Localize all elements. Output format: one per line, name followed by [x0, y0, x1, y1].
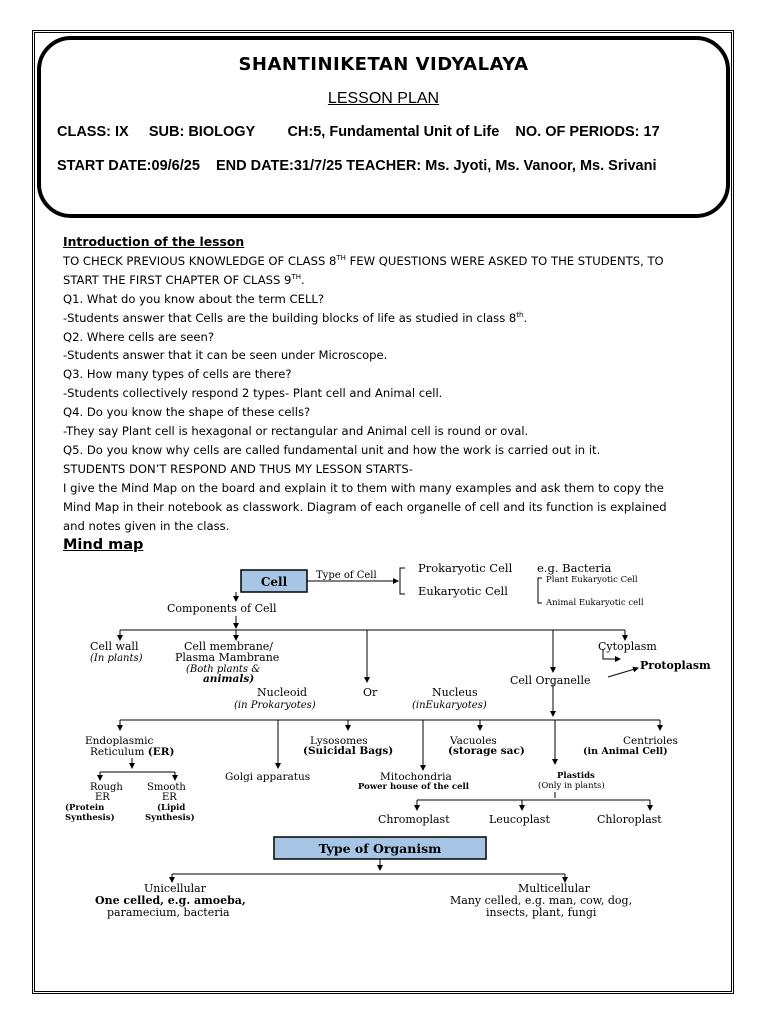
- subject-label: SUB: BIOLOGY: [148, 124, 256, 140]
- smooth-er-note: Synthesis): [145, 813, 195, 823]
- vacuoles-note: (storage sac): [448, 745, 525, 757]
- er-label: [90, 746, 174, 758]
- mind-map-diagram: [60, 554, 711, 934]
- intro-heading: Introduction of the lesson: [63, 234, 245, 249]
- mitochondria-note: Power house of the cell: [358, 782, 469, 792]
- question-4: Q4. Do you know the shape of these cells?: [63, 405, 311, 420]
- superscript: TH: [336, 254, 346, 263]
- er-label-text: Reticulum: [90, 746, 145, 758]
- no-response-line: STUDENTS DON’T RESPOND AND THUS MY LESSON STARTS-: [63, 461, 413, 476]
- nucleoid-label: Nucleoid: [257, 686, 308, 699]
- introduction-section: [63, 233, 693, 536]
- smooth-er-label: Smooth: [147, 782, 186, 793]
- answer-text: .: [523, 310, 528, 325]
- answer-text: -Students answer that Cells are the building blocks of life as studied in class 8: [63, 310, 517, 325]
- paragraph-line: and notes given in the class.: [63, 518, 230, 533]
- end-date: END DATE:31/7/25: [216, 158, 343, 174]
- unicellular-example: paramecium, bacteria: [107, 906, 230, 919]
- chromoplast-label: Chromoplast: [378, 813, 450, 826]
- unicellular-example: One celled, e.g. amoeba,: [95, 894, 246, 907]
- smooth-er-label: ER: [162, 792, 177, 803]
- superscript: th: [516, 310, 524, 319]
- start-date: START DATE:09/6/25: [57, 158, 200, 174]
- plastids-note: (Only in plants): [538, 781, 605, 791]
- unicellular-label: Unicellular: [144, 882, 206, 895]
- plastids-label: Plastids: [557, 771, 595, 781]
- class-label: CLASS: IX: [57, 124, 129, 140]
- plant-eukaryotic-label: Plant Eukaryotic Cell: [546, 575, 638, 585]
- prokaryotic-example: e.g. Bacteria: [537, 561, 612, 575]
- er-abbrev: (ER): [147, 746, 175, 758]
- intro-text: START THE FIRST CHAPTER OF CLASS 9: [63, 272, 292, 287]
- cell-wall-note: (In plants): [90, 653, 143, 664]
- centrioles-label: Centrioles: [623, 735, 678, 747]
- cell-label: Cell: [260, 575, 288, 589]
- intro-text: TO CHECK PREVIOUS KNOWLEDGE OF CLASS 8: [63, 253, 337, 268]
- type-of-cell-label: Type of Cell: [316, 570, 377, 581]
- cell-wall-label: Cell wall: [90, 640, 139, 653]
- rough-er-label: ER: [95, 792, 110, 803]
- smooth-er-note: (Lipid: [157, 803, 186, 813]
- intro-text: .: [300, 272, 305, 287]
- or-label: Or: [363, 686, 378, 699]
- school-name: SHANTINIKETAN VIDYALAYA: [238, 54, 529, 75]
- date-info-line: [57, 158, 657, 174]
- lysosomes-note: (Suicidal Bags): [303, 745, 394, 757]
- lesson-plan-title: LESSON PLAN: [327, 90, 440, 107]
- cell-membrane-label: Cell membrane/: [184, 640, 273, 653]
- paragraph-line: I give the Mind Map on the board and explain it to them with many examples and ask them to copy the: [63, 480, 664, 495]
- rough-er-note: (Protein: [65, 803, 105, 813]
- multicellular-label: Multicellular: [518, 882, 590, 895]
- mind-map-heading: Mind map: [63, 537, 144, 553]
- superscript: TH: [291, 272, 301, 281]
- question-2: Q2. Where cells are seen?: [63, 329, 215, 344]
- multicellular-example: insects, plant, fungi: [486, 906, 597, 919]
- components-label: Components of Cell: [167, 602, 277, 615]
- nucleoid-note: (in Prokaryotes): [234, 700, 316, 711]
- answer-3: -Students collectively respond 2 types- Plant cell and Animal cell.: [63, 386, 443, 401]
- intro-text: FEW QUESTIONS WERE ASKED TO THE STUDENTS, TO: [345, 253, 664, 268]
- animal-eukaryotic-label: Animal Eukaryotic cell: [546, 598, 644, 608]
- cytoplasm-label: Cytoplasm: [598, 640, 657, 653]
- nucleus-note: (inEukaryotes): [412, 700, 487, 711]
- cell-organelle-label: Cell Organelle: [510, 674, 591, 687]
- membrane-note: (Both plants &: [186, 664, 261, 675]
- question-1: Q1. What do you know about the term CELL?: [63, 291, 325, 306]
- rough-er-label: Rough: [90, 782, 123, 793]
- er-label: Endoplasmic: [85, 735, 154, 747]
- class-info-line: [57, 124, 660, 140]
- answer-1: [63, 309, 693, 328]
- type-of-organism-label: Type of Organism: [318, 841, 442, 856]
- answer-2: -Students answer that it can be seen under Microscope.: [63, 348, 388, 363]
- question-3: Q3. How many types of cells are there?: [63, 367, 292, 382]
- prokaryotic-label: Prokaryotic Cell: [418, 561, 513, 575]
- periods-label: NO. OF PERIODS: 17: [515, 124, 660, 140]
- eukaryotic-label: Eukaryotic Cell: [418, 584, 508, 598]
- question-5: Q5. Do you know why cells are called fundamental unit and how the work is carried out in it.: [63, 442, 601, 457]
- protoplasm-label: Protoplasm: [640, 659, 711, 672]
- plasma-membrane-label: Plasma Mambrane: [175, 651, 280, 664]
- golgi-label: Golgi apparatus: [225, 771, 311, 783]
- nucleus-label: Nucleus: [432, 686, 478, 699]
- teacher-names: TEACHER: Ms. Jyoti, Ms. Vanoor, Ms. Srivani: [346, 158, 657, 174]
- multicellular-example: Many celled, e.g. man, cow, dog,: [450, 894, 633, 907]
- vacuoles-label: Vacuoles: [450, 735, 497, 747]
- intro-line: [63, 252, 693, 271]
- intro-line: [63, 271, 693, 290]
- membrane-note: animals): [203, 673, 255, 685]
- header-box: [37, 36, 730, 218]
- chloroplast-label: Chloroplast: [597, 813, 662, 826]
- chapter-label: CH:5, Fundamental Unit of Life: [287, 124, 500, 140]
- leucoplast-label: Leucoplast: [489, 813, 550, 826]
- rough-er-note: Synthesis): [65, 813, 115, 823]
- mitochondria-label: Mitochondria: [380, 771, 452, 783]
- centrioles-note: (in Animal Cell): [583, 746, 668, 757]
- paragraph-line: Mind Map in their notebook as classwork. Diagram of each organelle of cell and its function is explained: [63, 499, 667, 514]
- answer-4: -They say Plant cell is hexagonal or rectangular and Animal cell is round or oval.: [63, 424, 529, 439]
- lysosomes-label: Lysosomes: [310, 735, 368, 747]
